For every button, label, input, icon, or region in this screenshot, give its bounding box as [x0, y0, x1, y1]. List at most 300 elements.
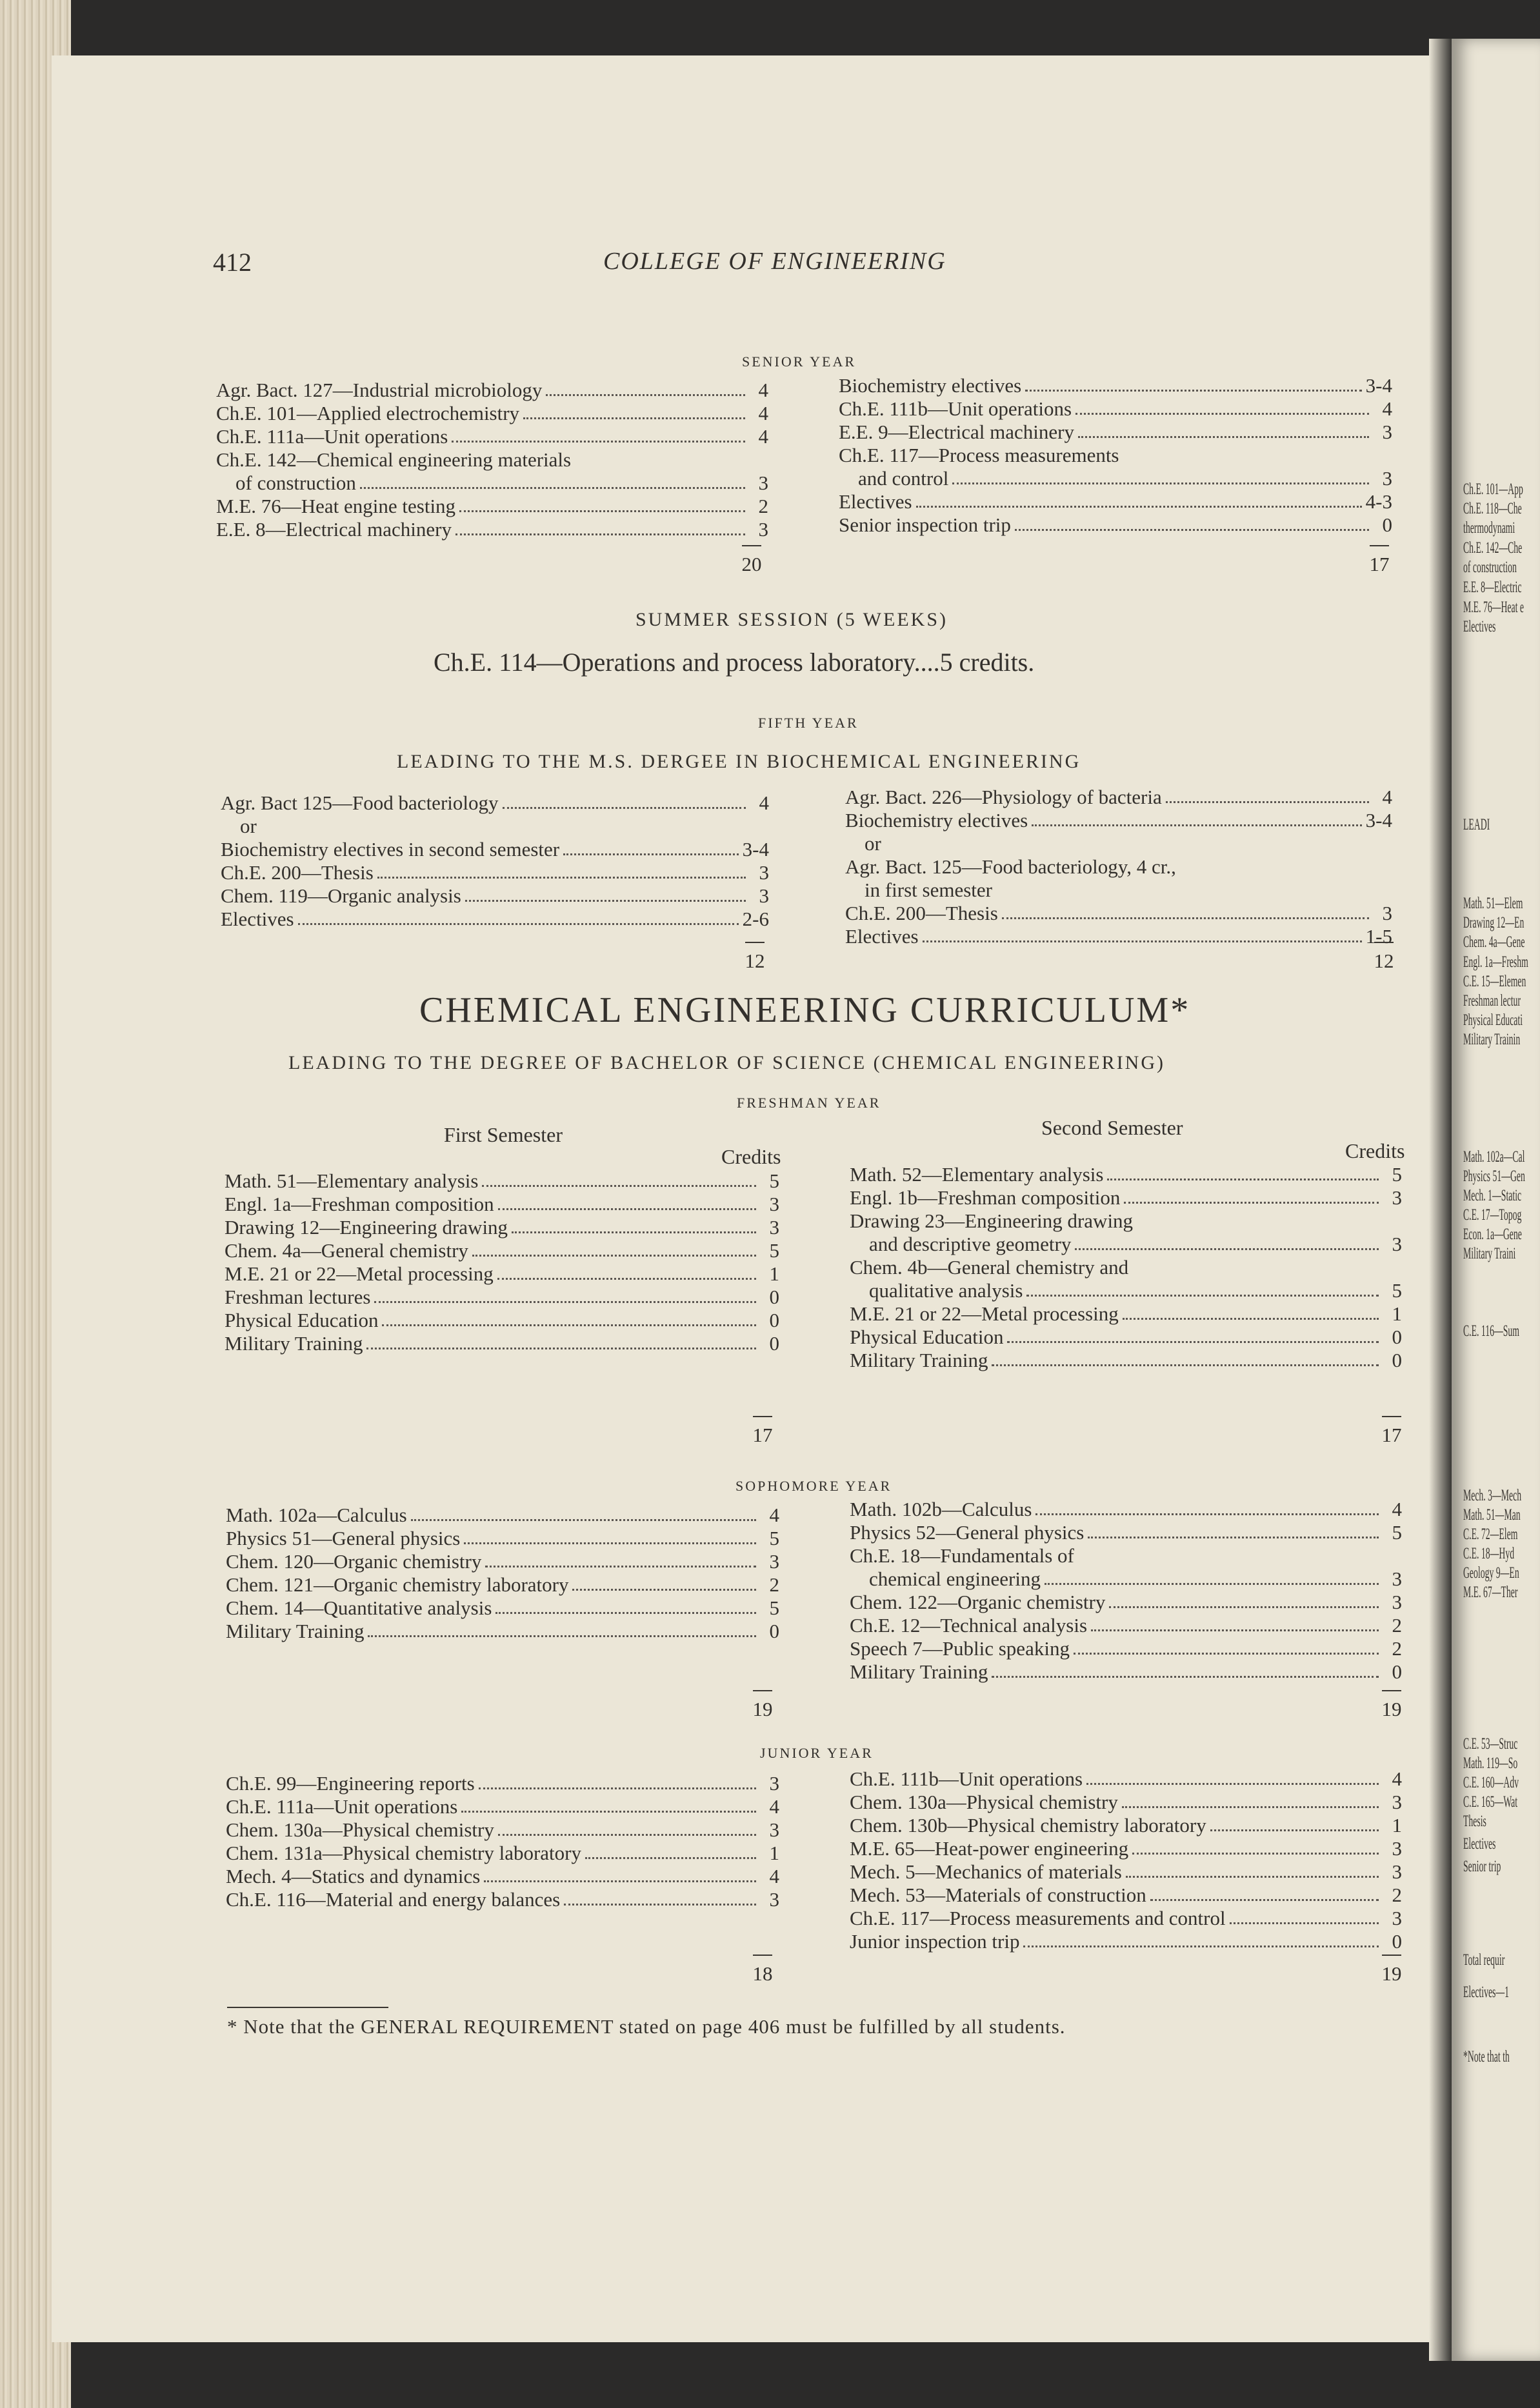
- course-row: [226, 1504, 779, 1527]
- course-name: Biochemistry electives: [845, 809, 1028, 831]
- dot-leader: [1075, 1248, 1379, 1250]
- dot-leader: [503, 807, 746, 809]
- course-credits: 3: [769, 1888, 779, 1911]
- course-row: [850, 1256, 1402, 1279]
- facing-page-fragment: *Note that th: [1463, 2048, 1510, 2065]
- course-row: [839, 421, 1392, 444]
- course-row: [839, 467, 1392, 490]
- dot-leader: [1078, 436, 1369, 438]
- dot-leader: [572, 1589, 756, 1591]
- dot-leader: [360, 487, 745, 489]
- course-row: [850, 1860, 1402, 1884]
- dot-leader: [916, 506, 1362, 508]
- dot-leader: [374, 1301, 756, 1303]
- course-name: Chem. 130a—Physical chemistry: [850, 1791, 1118, 1813]
- course-credits: 3: [1392, 1837, 1402, 1860]
- facing-page-fragment: Electives: [1463, 618, 1496, 635]
- course-row: [839, 444, 1392, 467]
- facing-page-edge: [1452, 39, 1540, 2361]
- dot-leader: [498, 1834, 756, 1836]
- dot-leader: [1086, 1783, 1379, 1785]
- course-credits: 1: [769, 1262, 779, 1285]
- facing-page-fragment: Physics 51—Gen: [1463, 1168, 1525, 1185]
- facing-page-fragment: Math. 102a—Cal: [1463, 1148, 1525, 1166]
- sophomore-right-courses: [850, 1498, 1402, 1684]
- dot-leader: [298, 923, 739, 925]
- course-row: [226, 1818, 779, 1842]
- page-number: 412: [213, 248, 252, 277]
- course-row: [226, 1550, 779, 1573]
- course-credits: 0: [1382, 513, 1392, 536]
- course-credits: 5: [769, 1527, 779, 1549]
- facing-page-fragment: Engl. 1a—Freshm: [1463, 953, 1528, 971]
- facing-page-fragment: C.E. 53—Struc: [1463, 1735, 1518, 1753]
- course-credits: 1-5: [1365, 925, 1392, 948]
- course-row: [850, 1614, 1402, 1637]
- course-credits: 4: [1382, 786, 1392, 808]
- course-name: Math. 102a—Calculus: [226, 1504, 407, 1526]
- sophomore-year-heading: SOPHOMORE YEAR: [735, 1478, 892, 1494]
- dot-leader: [498, 1208, 756, 1210]
- dot-leader: [411, 1519, 756, 1521]
- course-credits: 0: [769, 1620, 779, 1642]
- curriculum-title: CHEMICAL ENGINEERING CURRICULUM*: [419, 990, 1191, 1030]
- course-name: Drawing 12—Engineering drawing: [225, 1216, 508, 1239]
- facing-page-fragment: C.E. 72—Elem: [1463, 1526, 1518, 1543]
- course-row: [226, 1888, 779, 1911]
- course-name: Electives: [839, 490, 912, 513]
- dot-leader: [1023, 1945, 1379, 1947]
- course-name: Agr. Bact. 127—Industrial microbiology: [216, 379, 543, 401]
- course-credits: 2: [758, 495, 768, 517]
- facing-page-fragment: Drawing 12—En: [1463, 914, 1525, 931]
- course-row: [226, 1597, 779, 1620]
- fifth-left-total: 12: [735, 942, 774, 973]
- course-row: [850, 1591, 1402, 1614]
- dot-leader: [1045, 1583, 1379, 1585]
- course-name: E.E. 8—Electrical machinery: [216, 518, 452, 541]
- course-row: [850, 1521, 1402, 1544]
- course-name: Military Training: [850, 1349, 988, 1371]
- facing-page-fragment: C.E. 17—Topog: [1463, 1206, 1522, 1224]
- course-credits: 1: [1392, 1814, 1402, 1836]
- course-name: Electives: [221, 908, 294, 930]
- dot-leader: [585, 1857, 756, 1859]
- junior-left-courses: [226, 1772, 779, 1911]
- course-row: [221, 838, 769, 861]
- sophomore-left-courses: [226, 1504, 779, 1643]
- course-row: [225, 1309, 779, 1332]
- course-name: Chem. 130a—Physical chemistry: [226, 1818, 494, 1841]
- facing-page-fragment: Total requir: [1463, 1951, 1505, 1969]
- course-row: [850, 1814, 1402, 1837]
- dot-leader: [546, 394, 745, 396]
- course-credits: 4: [1392, 1767, 1402, 1790]
- running-head: COLLEGE OF ENGINEERING: [603, 248, 946, 275]
- course-credits: 3: [769, 1216, 779, 1239]
- course-name: or: [240, 815, 257, 837]
- dot-leader: [1091, 1629, 1379, 1631]
- course-credits: 0: [1392, 1660, 1402, 1683]
- course-row: [221, 884, 769, 908]
- course-credits: 2: [1392, 1614, 1402, 1637]
- course-row: [839, 490, 1392, 513]
- facing-page-fragment: C.E. 18—Hyd: [1463, 1545, 1515, 1562]
- course-name: Mech. 5—Mechanics of materials: [850, 1860, 1122, 1883]
- course-credits: 3: [1392, 1233, 1402, 1255]
- course-row: [839, 513, 1392, 537]
- freshman-left-total: 17: [743, 1416, 782, 1447]
- course-credits: 3: [759, 884, 769, 907]
- course-credits: 3: [758, 472, 768, 494]
- facing-page-fragment: Military Trainin: [1463, 1031, 1521, 1048]
- dot-leader: [461, 1811, 756, 1813]
- facing-page-fragment: Military Traini: [1463, 1245, 1516, 1262]
- facing-page-fragment: M.E. 76—Heat e: [1463, 599, 1524, 616]
- course-row: [226, 1795, 779, 1818]
- fifth-left-courses: [221, 791, 769, 931]
- dot-leader: [459, 510, 745, 512]
- course-credits: 3: [1392, 1567, 1402, 1590]
- course-row: [845, 879, 1392, 902]
- course-credits: 3: [769, 1193, 779, 1215]
- facing-page-fragment: LEADI: [1463, 816, 1490, 833]
- facing-page-fragment: Electives—1: [1463, 1984, 1510, 2001]
- facing-page-fragment: M.E. 67—Ther: [1463, 1584, 1518, 1601]
- footnote: * Note that the GENERAL REQUIREMENT stated on page 406 must be fulfilled by all students.: [227, 2015, 1066, 2038]
- dot-leader: [1230, 1922, 1379, 1924]
- course-name: Ch.E. 111b—Unit operations: [839, 397, 1072, 420]
- course-name: Chem. 122—Organic chemistry: [850, 1591, 1106, 1613]
- dot-leader: [1107, 1179, 1379, 1180]
- course-name: Chem. 120—Organic chemistry: [226, 1550, 482, 1573]
- course-credits: 1: [1392, 1302, 1402, 1325]
- sophomore-left-total: 19: [743, 1690, 782, 1721]
- course-credits: 3: [1392, 1907, 1402, 1929]
- dot-leader: [512, 1231, 756, 1233]
- course-name: Chem. 4b—General chemistry and: [850, 1256, 1129, 1279]
- course-name: M.E. 76—Heat engine testing: [216, 495, 456, 517]
- course-credits: 2: [769, 1573, 779, 1596]
- sophomore-right-total: 19: [1372, 1690, 1411, 1721]
- course-credits: 4: [1382, 397, 1392, 420]
- dot-leader: [1088, 1537, 1379, 1538]
- course-credits: 3: [759, 861, 769, 884]
- course-name: M.E. 21 or 22—Metal processing: [225, 1262, 494, 1285]
- facing-page-fragment: Mech. 1—Static: [1463, 1187, 1522, 1204]
- facing-page-fragment: Freshman lectur: [1463, 992, 1521, 1010]
- course-credits: 2: [1392, 1884, 1402, 1906]
- course-name: Agr. Bact. 125—Food bacteriology, 4 cr.,: [845, 855, 1176, 878]
- course-row: [850, 1907, 1402, 1930]
- course-row: [226, 1865, 779, 1888]
- course-row: [226, 1573, 779, 1597]
- facing-page-fragment: Geology 9—En: [1463, 1564, 1519, 1582]
- course-name: Ch.E. 117—Process measurements and control: [850, 1907, 1226, 1929]
- dot-leader: [1015, 529, 1369, 531]
- course-name: Ch.E. 111b—Unit operations: [850, 1767, 1083, 1790]
- course-name: Engl. 1b—Freshman composition: [850, 1186, 1121, 1209]
- course-credits: 5: [1392, 1163, 1402, 1186]
- course-row: [850, 1544, 1402, 1567]
- course-row: [839, 397, 1392, 421]
- course-row: [845, 925, 1392, 948]
- course-row: [850, 1930, 1402, 1953]
- junior-right-courses: [850, 1767, 1402, 1953]
- course-name: M.E. 21 or 22—Metal processing: [850, 1302, 1119, 1325]
- senior-left-total: 20: [732, 545, 771, 576]
- course-row: [850, 1279, 1402, 1302]
- course-name: Military Training: [225, 1332, 363, 1355]
- course-credits: 4: [758, 425, 768, 448]
- course-name: chemical engineering: [869, 1567, 1041, 1590]
- dot-leader: [1122, 1806, 1379, 1808]
- course-name: Ch.E. 101—Applied electrochemistry: [216, 402, 520, 424]
- course-row: [850, 1498, 1402, 1521]
- course-credits: 0: [769, 1332, 779, 1355]
- course-credits: 3: [1382, 902, 1392, 924]
- course-name: Chem. 121—Organic chemistry laboratory: [226, 1573, 569, 1596]
- facing-page-fragment: of construction: [1463, 559, 1517, 576]
- dot-leader: [1210, 1829, 1379, 1831]
- course-credits: 5: [769, 1169, 779, 1192]
- course-name: M.E. 65—Heat-power engineering: [850, 1837, 1129, 1860]
- course-row: [850, 1163, 1402, 1186]
- facing-page-fragment: Math. 51—Elem: [1463, 895, 1523, 912]
- dot-leader: [1132, 1853, 1379, 1855]
- dot-leader: [1035, 1513, 1379, 1515]
- senior-right-courses: [839, 374, 1392, 537]
- course-name: Chem. 131a—Physical chemistry laboratory: [226, 1842, 581, 1864]
- course-name: Ch.E. 12—Technical analysis: [850, 1614, 1088, 1637]
- course-row: [850, 1349, 1402, 1372]
- course-credits: 4-3: [1365, 490, 1392, 513]
- dot-leader: [1075, 413, 1369, 415]
- dot-leader: [563, 853, 739, 855]
- fifth-right-courses: [845, 786, 1392, 948]
- facing-page-fragment: Thesis: [1463, 1813, 1486, 1830]
- course-name: and descriptive geometry: [869, 1233, 1072, 1255]
- course-name: Speech 7—Public speaking: [850, 1637, 1070, 1660]
- course-name: Math. 102b—Calculus: [850, 1498, 1032, 1520]
- fifth-year-subheading: LEADING TO THE M.S. DERGEE IN BIOCHEMICAL ENGINEERING: [397, 751, 1081, 772]
- course-row: [850, 1660, 1402, 1684]
- dot-leader: [1074, 1653, 1379, 1655]
- credits-label-right: Credits: [1345, 1139, 1405, 1162]
- course-credits: 0: [1392, 1326, 1402, 1348]
- dot-leader: [952, 483, 1369, 484]
- course-name: Ch.E. 111a—Unit operations: [216, 425, 448, 448]
- senior-year-heading: SENIOR YEAR: [742, 353, 857, 370]
- second-semester-label: Second Semester: [1041, 1116, 1183, 1139]
- course-name: Chem. 119—Organic analysis: [221, 884, 461, 907]
- course-credits: 0: [1392, 1930, 1402, 1953]
- course-row: [216, 402, 768, 425]
- course-row: [850, 1567, 1402, 1591]
- summer-session-line: Ch.E. 114—Operations and process laboratory....5 credits.: [434, 648, 1035, 677]
- course-row: [221, 861, 769, 884]
- course-credits: 0: [769, 1309, 779, 1331]
- course-row: [845, 902, 1392, 925]
- credits-label-left: Credits: [721, 1145, 781, 1168]
- course-credits: 3: [1392, 1791, 1402, 1813]
- freshman-year-heading: FRESHMAN YEAR: [737, 1095, 881, 1111]
- course-row: [845, 855, 1392, 879]
- course-credits: 3: [1392, 1186, 1402, 1209]
- course-credits: 5: [769, 1597, 779, 1619]
- course-row: [216, 379, 768, 402]
- course-name: qualitative analysis: [869, 1279, 1023, 1302]
- course-credits: 2-6: [742, 908, 769, 930]
- course-name: Military Training: [226, 1620, 365, 1642]
- course-row: [225, 1332, 779, 1355]
- course-credits: 3: [758, 518, 768, 541]
- curriculum-subtitle: LEADING TO THE DEGREE OF BACHELOR OF SCIENCE (CHEMICAL ENGINEERING): [288, 1052, 1166, 1073]
- course-credits: 4: [758, 379, 768, 401]
- facing-page-fragment: C.E. 165—Wat: [1463, 1793, 1518, 1811]
- dot-leader: [455, 533, 745, 535]
- course-name: Physical Education: [225, 1309, 379, 1331]
- dot-leader: [366, 1348, 756, 1349]
- dot-leader: [1025, 390, 1361, 392]
- dot-leader: [1002, 917, 1369, 919]
- dot-leader: [1032, 824, 1361, 826]
- course-row: [225, 1216, 779, 1239]
- course-credits: 3-4: [1365, 809, 1392, 831]
- facing-page-fragment: Mech. 3—Mech: [1463, 1487, 1522, 1504]
- course-row: [221, 815, 769, 838]
- course-name: Drawing 23—Engineering drawing: [850, 1209, 1134, 1232]
- course-name: Mech. 53—Materials of construction: [850, 1884, 1146, 1906]
- course-name: Ch.E. 18—Fundamentals of: [850, 1544, 1074, 1567]
- course-name: E.E. 9—Electrical machinery: [839, 421, 1074, 443]
- footnote-rule: [227, 2007, 388, 2008]
- course-credits: 0: [1392, 1349, 1402, 1371]
- course-name: Engl. 1a—Freshman composition: [225, 1193, 494, 1215]
- course-row: [216, 472, 768, 495]
- dot-leader: [1123, 1318, 1379, 1320]
- course-row: [225, 1193, 779, 1216]
- facing-page-fragment: Senior trip: [1463, 1858, 1501, 1875]
- course-name: Freshman lectures: [225, 1286, 371, 1308]
- facing-page-fragment: Ch.E. 142—Che: [1463, 539, 1523, 557]
- course-name: Ch.E. 142—Chemical engineering materials: [216, 448, 572, 471]
- course-row: [850, 1302, 1402, 1326]
- course-name: Ch.E. 116—Material and energy balances: [226, 1888, 561, 1911]
- course-row: [839, 374, 1392, 397]
- course-name: of construction: [235, 472, 356, 494]
- freshman-left-courses: [225, 1169, 779, 1355]
- course-credits: 0: [769, 1286, 779, 1308]
- facing-page-fragment: Econ. 1a—Gene: [1463, 1226, 1522, 1243]
- dot-leader: [564, 1904, 756, 1906]
- course-name: Ch.E. 200—Thesis: [221, 861, 374, 884]
- dot-leader: [1166, 801, 1369, 803]
- course-credits: 4: [759, 791, 769, 814]
- fifth-year-heading: FIFTH YEAR: [758, 715, 859, 731]
- course-credits: 3: [1392, 1591, 1402, 1613]
- course-name: Chem. 14—Quantitative analysis: [226, 1597, 492, 1619]
- course-name: Senior inspection trip: [839, 513, 1011, 536]
- course-name: Math. 51—Elementary analysis: [225, 1169, 479, 1192]
- course-name: Military Training: [850, 1660, 988, 1683]
- course-name: and control: [858, 467, 949, 490]
- dot-leader: [1124, 1202, 1379, 1204]
- course-name: Ch.E. 200—Thesis: [845, 902, 998, 924]
- dot-leader: [485, 1566, 756, 1567]
- facing-page-fragment: Electives: [1463, 1835, 1496, 1853]
- course-row: [225, 1169, 779, 1193]
- course-name: Physical Education: [850, 1326, 1004, 1348]
- course-name: Math. 52—Elementary analysis: [850, 1163, 1104, 1186]
- dot-leader: [1026, 1295, 1379, 1297]
- course-row: [850, 1837, 1402, 1860]
- facing-page-fragment: C.E. 116—Sum: [1463, 1322, 1519, 1340]
- course-credits: 4: [769, 1504, 779, 1526]
- course-row: [850, 1884, 1402, 1907]
- course-name: Agr. Bact 125—Food bacteriology: [221, 791, 499, 814]
- course-row: [225, 1262, 779, 1286]
- course-name: Electives: [845, 925, 919, 948]
- course-credits: 4: [769, 1865, 779, 1887]
- dot-leader: [497, 1278, 756, 1280]
- junior-year-heading: JUNIOR YEAR: [760, 1745, 874, 1761]
- dot-leader: [465, 900, 746, 902]
- course-row: [845, 786, 1392, 809]
- dot-leader: [495, 1612, 756, 1614]
- course-name: Ch.E. 117—Process measurements: [839, 444, 1119, 466]
- course-row: [845, 809, 1392, 832]
- dot-leader: [1109, 1606, 1379, 1608]
- dot-leader: [1150, 1899, 1379, 1901]
- first-semester-label: First Semester: [444, 1123, 563, 1146]
- course-name: in first semester: [865, 879, 993, 901]
- course-row: [850, 1637, 1402, 1660]
- course-credits: 5: [1392, 1521, 1402, 1544]
- dot-leader: [523, 417, 745, 419]
- facing-page-fragment: thermodynami: [1463, 519, 1515, 537]
- junior-left-total: 18: [743, 1955, 782, 1985]
- course-row: [850, 1209, 1402, 1233]
- course-credits: 3-4: [742, 838, 769, 861]
- dot-leader: [464, 1542, 756, 1544]
- fifth-right-total: 12: [1365, 942, 1403, 973]
- facing-page-fragment: Ch.E. 101—App: [1463, 481, 1523, 498]
- course-credits: 3: [769, 1818, 779, 1841]
- course-row: [221, 908, 769, 931]
- course-credits: 3: [769, 1550, 779, 1573]
- dot-leader: [992, 1676, 1379, 1678]
- course-name: Mech. 4—Statics and dynamics: [226, 1865, 481, 1887]
- course-name: Chem. 130b—Physical chemistry laboratory: [850, 1814, 1206, 1836]
- course-row: [226, 1527, 779, 1550]
- summer-session-heading: SUMMER SESSION (5 WEEKS): [635, 609, 948, 630]
- dot-leader: [452, 441, 745, 443]
- course-row: [850, 1767, 1402, 1791]
- course-name: Ch.E. 111a—Unit operations: [226, 1795, 458, 1818]
- course-credits: 3: [1382, 467, 1392, 490]
- course-row: [221, 791, 769, 815]
- course-credits: 2: [1392, 1637, 1402, 1660]
- dot-leader: [923, 940, 1362, 942]
- course-name: Biochemistry electives in second semester: [221, 838, 560, 861]
- course-name: Biochemistry electives: [839, 374, 1022, 397]
- course-name: Physics 51—General physics: [226, 1527, 461, 1549]
- course-credits: 3: [1392, 1860, 1402, 1883]
- course-credits: 3: [769, 1772, 779, 1795]
- junior-right-total: 19: [1372, 1955, 1411, 1985]
- facing-page-fragment: E.E. 8—Electric: [1463, 579, 1522, 596]
